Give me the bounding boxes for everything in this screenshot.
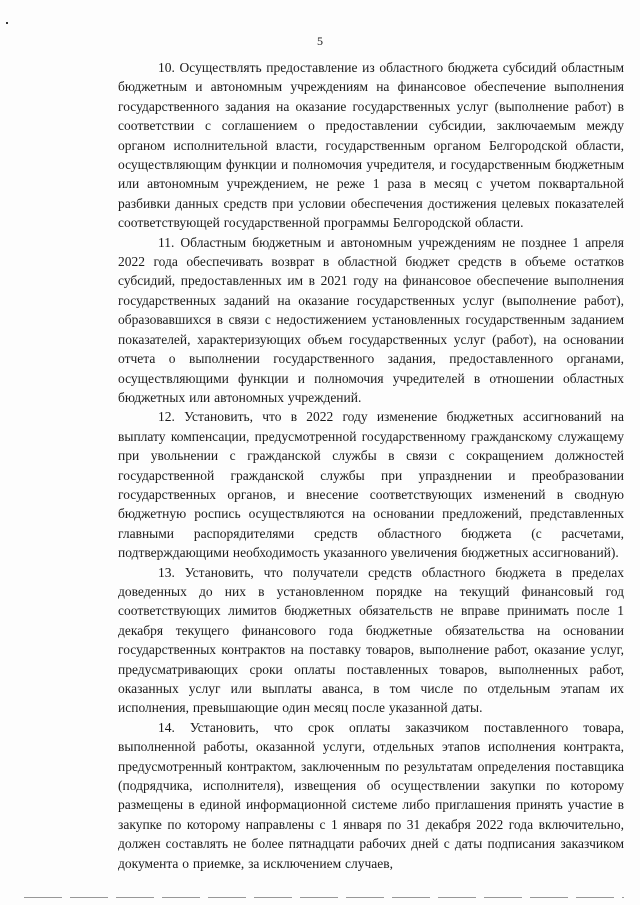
paragraph-10: 10. Осуществлять предоставление из областного бюджета субсидий областным бюджетным и автономным учреждениям на финансовое обеспечение выполнения государственного задания на оказание государственных услуг (выполнение работ) в соответствии с соглашением о предоставлении субсидии, заключаемым между органом исполнительной власти, государственным органом Белгородской области, осуществляющим функции и полномочия учредителя, и государственным бюджетным или автономным учреждением, не реже 1 раза в месяц с учетом поквартальной разбивки данных средств при условии обеспечения достижения целевых показателей соответствующей государственной программы Белгородской области. xyxy=(118,60,624,231)
page-number: 5 xyxy=(317,34,323,48)
paragraph-11: 11. Областным бюджетным и автономным учреждениям не позднее 1 апреля 2022 года обеспечивать возврат в областной бюджет средств в объеме остатков субсидий, предоставленных им в 2021 году на финансовое обеспечение выполнения государственных заданий на оказание государственных услуг (выполнение работ), образовавшихся в связи с недостижением установленных государственным заданием показателей, характеризующих объем государственных услуг (работ), на основании отчета о выполнении государственного задания, предоставленного органами, осуществляющими функции и полномочия учредителей в отношении областных бюджетных или автономных учреждений. xyxy=(118,234,624,405)
document-body xyxy=(118,58,624,873)
paragraph-14: 14. Установить, что срок оплаты заказчиком поставленного товара, выполненной работы, оказанной услуги, отдельных этапов исполнения контракта, предусмотренный контрактом, заключенным по результатам определения поставщика (подрядчика, исполнителя), извещения об осуществлении закупки по которому размещены в единой информационной системе либо приглашения принять участие в закупке по которому направлены с 1 января по 31 декабря 2022 года включительно, должен составлять не более пятнадцати рабочих дней с даты подписания заказчиком документа о приемке, за исключением случаев, xyxy=(118,719,624,871)
scan-bottom-edge xyxy=(24,897,624,898)
paragraph-12: 12. Установить, что в 2022 году изменение бюджетных ассигнований на выплату компенсации, предусмотренной государственному гражданскому служащему при увольнении с гражданской службы в связи с сокращением должностей государственной гражданской службы при упразднении и преобразовании государственных органов, и внесение соответствующих изменений в сводную бюджетную роспись осуществляются на основании предложений, представленных главными распорядителями средств областного бюджета (с расчетами, подтверждающими необходимость указанного увеличения бюджетных ассигнований). xyxy=(118,409,624,561)
scan-artifact-mark xyxy=(6,22,8,24)
paragraph-13: 13. Установить, что получатели средств областного бюджета в пределах доведенных до них в установленном порядке на текущий финансовый год соответствующих лимитов бюджетных обязательств не вправе принимать после 1 декабря текущего финансового года бюджетные обязательства на основании государственных контрактов на поставку товаров, выполнение работ, оказание услуг, предусматривающих сроки оплаты поставленных товаров, выполненных работ, оказанных услуг или выплаты аванса, в том числе по отдельным этапам их исполнения, превышающие один месяц после указанной даты. xyxy=(118,564,624,716)
